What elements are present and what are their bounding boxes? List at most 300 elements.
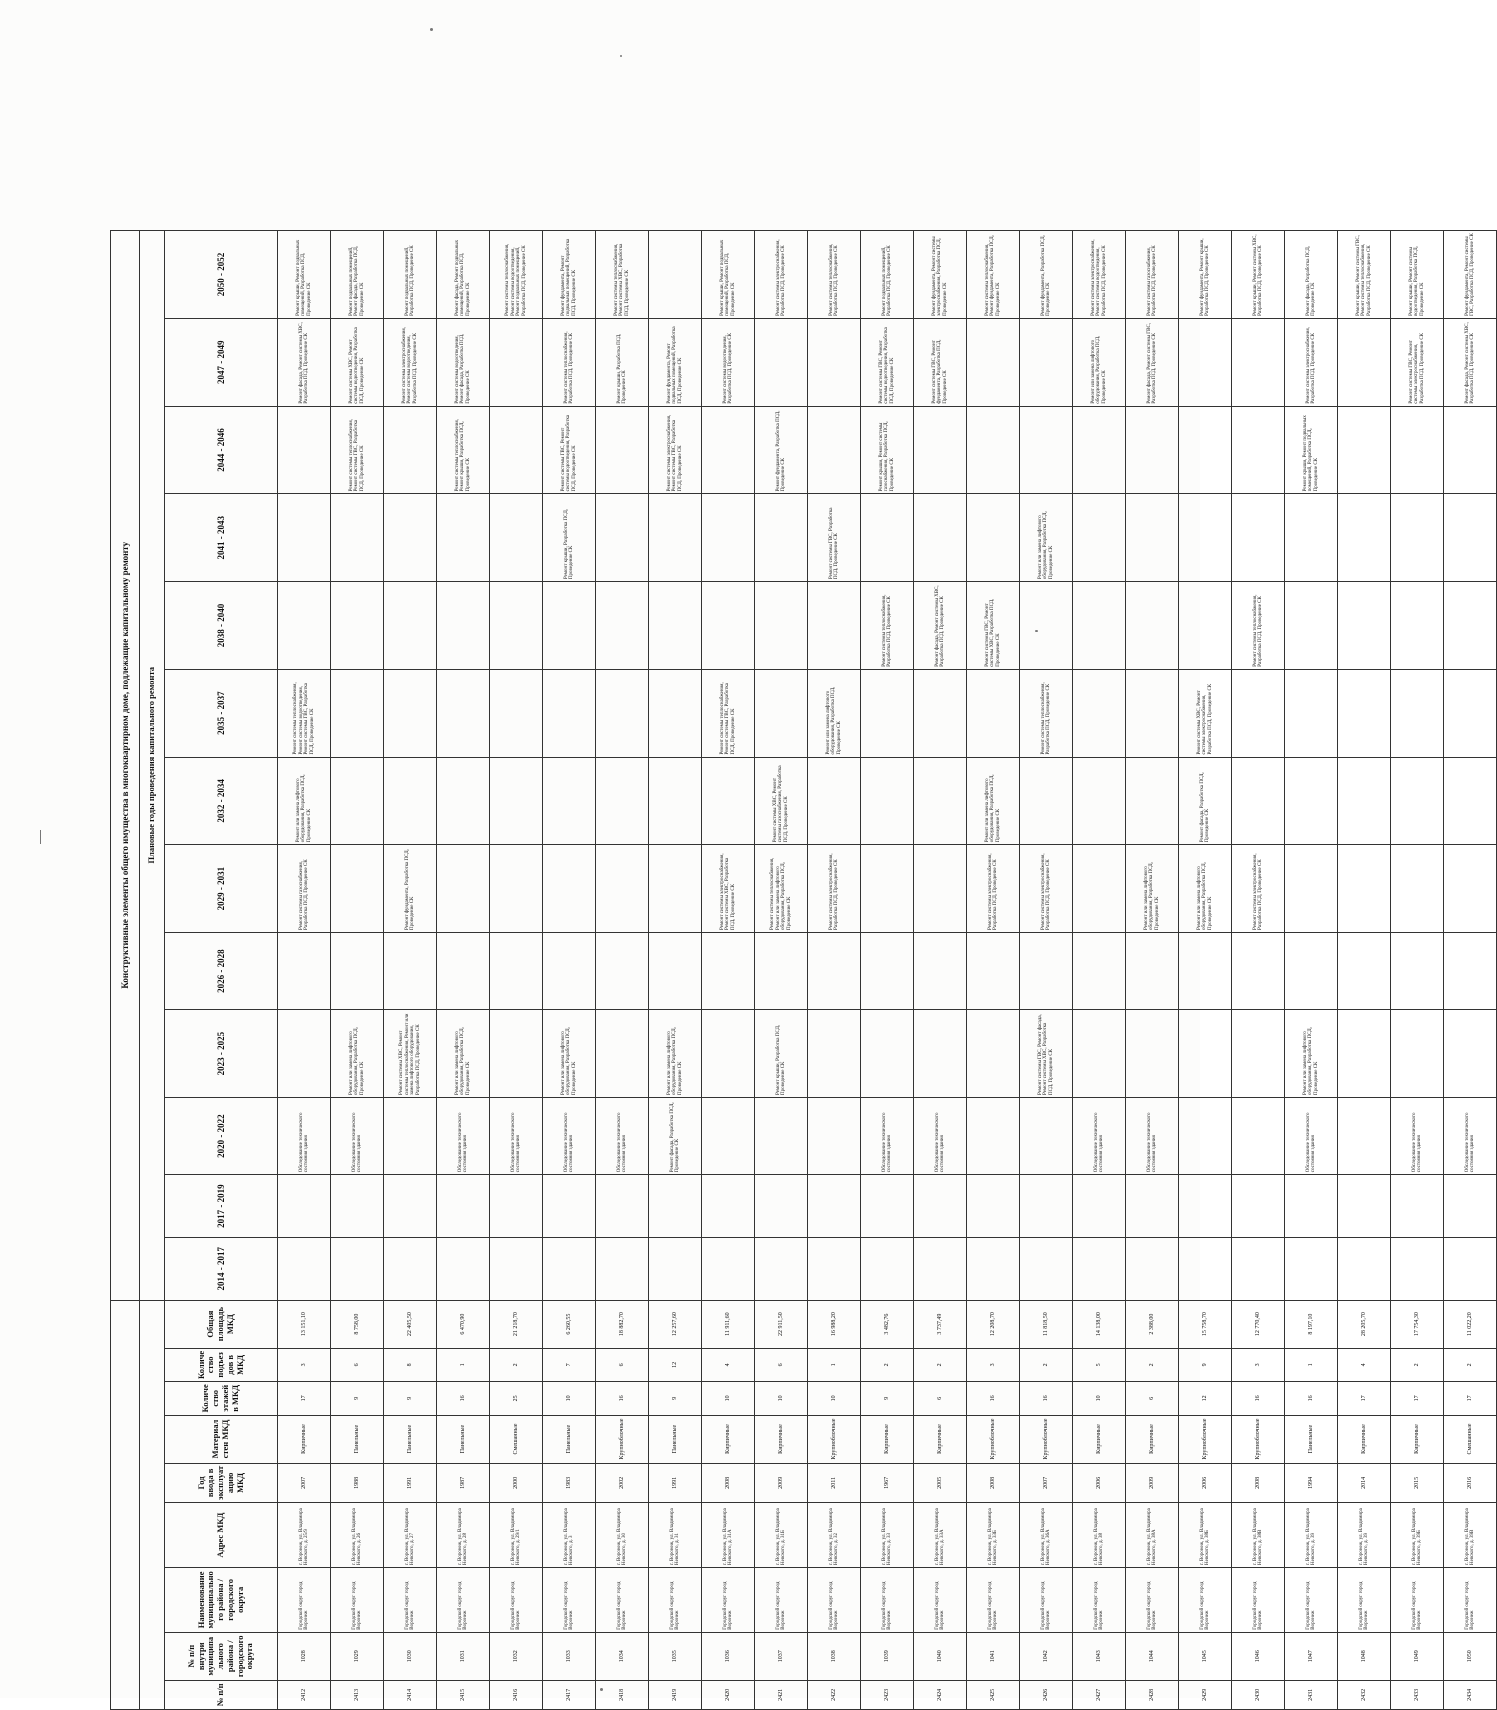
row-number-within-district-cell: 1045 <box>1179 1632 1232 1680</box>
floor-count-cell: 16 <box>1020 1382 1073 1415</box>
repair-plan-cell: Ремонт или замена лифтового оборудования, Разработка ПСД, Проведение СК <box>1285 1010 1338 1098</box>
repair-plan-cell: Ремонт или замена лифтового оборудования, Разработка ПСД, Проведение СК <box>278 757 331 845</box>
repair-plan-cell <box>1338 582 1391 670</box>
address-cell: г. Воронеж, ул. Владимира Невского, д. 38Б <box>1179 1503 1232 1568</box>
row-number-cell: 2412 <box>278 1680 331 1709</box>
wall-material-cell: Кирпичные <box>1126 1415 1179 1463</box>
entrance-count-cell: 1 <box>808 1348 861 1381</box>
repair-plan-cell <box>967 494 1020 582</box>
municipality-cell: Городской округ город Воронеж <box>1285 1567 1338 1632</box>
entrance-count-cell: 1 <box>437 1348 490 1381</box>
floor-count-cell: 10 <box>755 1382 808 1415</box>
floor-count-cell: 17 <box>278 1382 331 1415</box>
repair-plan-cell <box>861 845 914 933</box>
commission-year-cell: 2006 <box>1179 1463 1232 1503</box>
total-area-cell: 21 218,70 <box>490 1300 543 1348</box>
repair-plan-cell <box>1020 1097 1073 1174</box>
repair-plan-cell <box>1391 1010 1444 1098</box>
repair-plan-cell <box>1179 932 1232 1009</box>
municipality-cell: Городской округ город Воронеж <box>1179 1567 1232 1632</box>
repair-plan-cell <box>1126 932 1179 1009</box>
repair-plan-cell <box>1444 1175 1497 1238</box>
wall-material-cell: Кирпичные <box>1391 1415 1444 1463</box>
column-header: Количество этажей в МКД <box>165 1382 278 1415</box>
repair-plan-cell: Ремонт фундамента, Разработка ПСД, Проведение СК <box>384 845 437 933</box>
total-area-cell: 6 260,55 <box>543 1300 596 1348</box>
repair-plan-cell: Ремонт подвальных помещений, Разработка ПСД, Проведение СК <box>384 231 437 319</box>
repair-plan-cell <box>755 582 808 670</box>
column-header: № п/п <box>165 1680 278 1709</box>
row-number-cell: 2417 <box>543 1680 596 1709</box>
repair-plan-cell <box>755 669 808 757</box>
address-cell: г. Воронеж, ул. Владимира Невского, д. 26 <box>331 1503 384 1568</box>
wall-material-cell: Панельные <box>384 1415 437 1463</box>
address-cell: г. Воронеж, ул. Владимира Невского, д. 39В <box>1444 1503 1497 1568</box>
repair-plan-cell <box>1126 1237 1179 1300</box>
commission-year-cell: 2009 <box>755 1463 808 1503</box>
commission-year-cell: 2002 <box>596 1463 649 1503</box>
repair-plan-cell <box>914 494 967 582</box>
municipality-cell: Городской округ город Воронеж <box>808 1567 861 1632</box>
repair-plan-cell <box>702 406 755 494</box>
repair-plan-cell <box>1179 494 1232 582</box>
total-area-cell: 8 758,00 <box>331 1300 384 1348</box>
table-row <box>596 231 649 1710</box>
repair-plan-cell <box>437 757 490 845</box>
scan-mark <box>40 830 41 844</box>
total-area-cell: 6 470,90 <box>437 1300 490 1348</box>
row-number-cell: 2430 <box>1232 1680 1285 1709</box>
repair-plan-cell <box>384 757 437 845</box>
repair-plan-cell <box>1232 406 1285 494</box>
row-number-cell: 2424 <box>914 1680 967 1709</box>
repair-plan-cell: Ремонт системы ХВС, Ремонт системы водоотведения, Разработка ПСД, Проведение СК <box>331 318 384 406</box>
floor-count-cell: 12 <box>1179 1382 1232 1415</box>
repair-plan-cell: Ремонт системы электроснабжения, Ремонт системы ГВС, Разработка ПСД, Проведение СК <box>649 406 702 494</box>
total-area-cell: 8 197,10 <box>1285 1300 1338 1348</box>
floor-count-cell: 17 <box>1444 1382 1497 1415</box>
address-cell: г. Воронеж, ул. Владимира Невского, д. 30 <box>596 1503 649 1568</box>
table-row <box>437 231 490 1710</box>
table-body <box>278 231 1497 1710</box>
repair-plan-cell: Ремонт системы ГВС, Ремонт системы водоотведения, Разработка ПСД, Проведение СК <box>543 406 596 494</box>
repair-plan-cell <box>1073 494 1126 582</box>
commission-year-cell: 2007 <box>278 1463 331 1503</box>
repair-plan-cell <box>702 1097 755 1174</box>
row-number-within-district-cell: 1036 <box>702 1632 755 1680</box>
commission-year-cell: 2015 <box>1391 1463 1444 1503</box>
floor-count-cell: 9 <box>384 1382 437 1415</box>
row-number-within-district-cell: 1040 <box>914 1632 967 1680</box>
repair-plan-cell: Ремонт или замена лифтового оборудования, Разработка ПСД, Проведение СК <box>437 1010 490 1098</box>
repair-plan-cell <box>649 669 702 757</box>
repair-plan-cell <box>808 318 861 406</box>
address-cell: г. Воронеж, ул. Владимира Невского, д. 31Б <box>755 1503 808 1568</box>
repair-plan-cell <box>1020 582 1073 670</box>
repair-plan-cell <box>596 406 649 494</box>
column-header: Общая площадь МКД <box>165 1300 278 1348</box>
repair-plan-cell: Обследование технического состояния здания <box>1444 1097 1497 1174</box>
repair-plan-cell <box>702 757 755 845</box>
repair-plan-cell: Ремонт фасада, Ремонт системы ХВС, Разработка ПСД, Проведение СК <box>278 318 331 406</box>
row-number-within-district-cell: 1049 <box>1391 1632 1444 1680</box>
table-row <box>1126 231 1179 1710</box>
row-number-cell: 2421 <box>755 1680 808 1709</box>
repair-plan-cell <box>384 932 437 1009</box>
repair-plan-cell <box>1391 845 1444 933</box>
repair-plan-cell <box>384 1097 437 1174</box>
table-row <box>861 231 914 1710</box>
year-column-header: 2035 - 2037 <box>165 669 278 757</box>
entrance-count-cell: 2 <box>1126 1348 1179 1381</box>
total-area-cell: 14 138,00 <box>1073 1300 1126 1348</box>
repair-plan-cell <box>596 932 649 1009</box>
wall-material-cell: Кирпичные <box>861 1415 914 1463</box>
repair-plan-cell <box>331 582 384 670</box>
total-area-cell: 16 988,20 <box>808 1300 861 1348</box>
repair-plan-cell <box>1338 757 1391 845</box>
repair-plan-cell: Обследование технического состояния здания <box>596 1097 649 1174</box>
repair-plan-cell: Ремонт фасада, Разработка ПСД, Проведение СК <box>1285 231 1338 319</box>
commission-year-cell: 2008 <box>702 1463 755 1503</box>
address-cell: г. Воронеж, ул. Владимира Невского, д. 27 <box>384 1503 437 1568</box>
repair-plan-cell: Обследование технического состояния здания <box>331 1097 384 1174</box>
repair-plan-cell <box>1285 757 1338 845</box>
floor-count-cell: 17 <box>1338 1382 1391 1415</box>
repair-plan-cell <box>1391 406 1444 494</box>
repair-plan-cell: Обследование технического состояния здания <box>861 1097 914 1174</box>
repair-plan-cell <box>1126 406 1179 494</box>
floor-count-cell: 16 <box>437 1382 490 1415</box>
entrance-count-cell: 4 <box>1338 1348 1391 1381</box>
repair-plan-cell <box>1073 1237 1126 1300</box>
table-row <box>331 231 384 1710</box>
commission-year-cell: 2009 <box>1126 1463 1179 1503</box>
column-header: Наименование муниципального района / городского округа <box>165 1567 278 1632</box>
repair-plan-cell <box>331 669 384 757</box>
municipality-cell: Городской округ город Воронеж <box>490 1567 543 1632</box>
repair-plan-cell <box>490 669 543 757</box>
repair-plan-cell: Ремонт крыши, Ремонт системы ХВС, Разработка ПСД, Проведение СК <box>1232 231 1285 319</box>
commission-year-cell: 2007 <box>1020 1463 1073 1503</box>
table-row <box>914 231 967 1710</box>
floor-count-cell: 6 <box>1126 1382 1179 1415</box>
repair-plan-cell <box>596 1237 649 1300</box>
row-number-within-district-cell: 1037 <box>755 1632 808 1680</box>
row-number-within-district-cell: 1032 <box>490 1632 543 1680</box>
total-area-cell: 11 911,60 <box>702 1300 755 1348</box>
total-area-cell: 28 205,70 <box>1338 1300 1391 1348</box>
repair-plan-cell <box>914 1010 967 1098</box>
scan-speck <box>620 55 622 57</box>
municipality-cell: Городской округ город Воронеж <box>543 1567 596 1632</box>
repair-plan-cell: Ремонт системы ГВС, Ремонт системы ХВС, Разработка ПСД, Проведение СК <box>967 582 1020 670</box>
entrance-count-cell: 2 <box>861 1348 914 1381</box>
repair-plan-cell <box>331 932 384 1009</box>
commission-year-cell: 1991 <box>384 1463 437 1503</box>
repair-plan-cell <box>596 757 649 845</box>
repair-plan-cell: Ремонт подвальных помещений, Ремонт фасада, Разработка ПСД, Проведение СК <box>331 231 384 319</box>
commission-year-cell: 1991 <box>649 1463 702 1503</box>
repair-plan-cell <box>649 231 702 319</box>
repair-plan-cell: Ремонт подвальных помещений, Разработка ПСД, Проведение СК <box>861 231 914 319</box>
repair-plan-cell <box>808 406 861 494</box>
total-area-cell: 3 737,49 <box>914 1300 967 1348</box>
repair-plan-cell <box>1338 318 1391 406</box>
repair-plan-cell: Ремонт системы теплоснабжения, Ремонт фундамента, Разработка ПСД, Проведение СК <box>967 231 1020 319</box>
repair-plan-cell <box>967 1237 1020 1300</box>
address-cell: г. Воронеж, ул. Владимира Невского, д. 31 <box>649 1503 702 1568</box>
repair-plan-cell: Ремонт крыши, Ремонт системы газоснабжения, Разработка ПСД, Проведение СК <box>861 406 914 494</box>
year-column-header: 2017 - 2019 <box>165 1175 278 1238</box>
repair-plan-cell: Ремонт крыши, Ремонт системы водоотведения, Разработка ПСД, Проведение СК <box>1391 231 1444 319</box>
repair-plan-cell <box>1126 582 1179 670</box>
repair-plan-cell <box>1285 1237 1338 1300</box>
municipality-cell: Городской округ город Воронеж <box>1338 1567 1391 1632</box>
repair-plan-cell <box>437 582 490 670</box>
repair-plan-cell <box>1179 1175 1232 1238</box>
repair-plan-cell <box>437 932 490 1009</box>
repair-plan-cell <box>278 932 331 1009</box>
repair-plan-cell <box>384 1237 437 1300</box>
address-cell: г. Воронеж, ул. Владимира Невского, д. 28 <box>437 1503 490 1568</box>
entrance-count-cell: 2 <box>1020 1348 1073 1381</box>
repair-plan-cell: Ремонт или замена лифтового оборудования, Разработка ПСД, Проведение СК <box>1179 845 1232 933</box>
repair-plan-cell <box>861 494 914 582</box>
wall-material-cell: Крупноблочные <box>808 1415 861 1463</box>
repair-plan-cell <box>1338 845 1391 933</box>
commission-year-cell: 2014 <box>1338 1463 1391 1503</box>
municipality-cell: Городской округ город Воронеж <box>755 1567 808 1632</box>
repair-plan-cell <box>437 669 490 757</box>
repair-plan-cell <box>967 1010 1020 1098</box>
repair-plan-cell: Ремонт системы ГВС, Разработка ПСД, Проведение СК <box>808 494 861 582</box>
repair-plan-cell: Ремонт или замена лифтового оборудования, Разработка ПСД, Проведение СК <box>1020 494 1073 582</box>
repair-plan-cell <box>755 1237 808 1300</box>
repair-plan-cell <box>1338 932 1391 1009</box>
row-number-within-district-cell: 1031 <box>437 1632 490 1680</box>
table-row <box>808 231 861 1710</box>
repair-plan-cell <box>755 494 808 582</box>
commission-year-cell: 1967 <box>861 1463 914 1503</box>
repair-plan-cell <box>861 1175 914 1238</box>
repair-plan-cell <box>1338 406 1391 494</box>
repair-plan-cell <box>967 1097 1020 1174</box>
repair-plan-cell <box>914 669 967 757</box>
floor-count-cell: 10 <box>808 1382 861 1415</box>
entrance-count-cell: 3 <box>278 1348 331 1381</box>
repair-plan-cell: Ремонт крыши, Разработка ПСД, Проведение СК <box>596 318 649 406</box>
row-number-within-district-cell: 1034 <box>596 1632 649 1680</box>
row-number-within-district-cell: 1050 <box>1444 1632 1497 1680</box>
row-number-within-district-cell: 1029 <box>331 1632 384 1680</box>
repair-plan-cell <box>1391 582 1444 670</box>
table-row <box>702 231 755 1710</box>
repair-plan-cell <box>278 582 331 670</box>
repair-plan-cell <box>914 1237 967 1300</box>
municipality-cell: Городской округ город Воронеж <box>1391 1567 1444 1632</box>
wall-material-cell: Панельные <box>649 1415 702 1463</box>
repair-plan-cell: Ремонт или замена лифтового оборудования, Разработка ПСД, Проведение СК <box>649 1010 702 1098</box>
total-area-cell: 22 405,50 <box>384 1300 437 1348</box>
floor-count-cell: 17 <box>1391 1382 1444 1415</box>
repair-plan-cell: Ремонт системы теплоснабжения, Разработка ПСД, Проведение СК <box>1232 582 1285 670</box>
repair-plan-cell: Обследование технического состояния здания <box>1285 1097 1338 1174</box>
wall-material-cell: Крупноблочные <box>1232 1415 1285 1463</box>
repair-plan-cell <box>1285 494 1338 582</box>
repair-plan-cell <box>1073 1175 1126 1238</box>
repair-plan-cell <box>1391 1175 1444 1238</box>
address-cell: г. Воронеж, ул. Владимира Невского, д. 29/1 <box>490 1503 543 1568</box>
year-column-header: 2044 - 2046 <box>165 406 278 494</box>
row-number-within-district-cell: 1046 <box>1232 1632 1285 1680</box>
repair-plan-cell <box>278 406 331 494</box>
repair-plan-cell: Ремонт или замена лифтового оборудования, Разработка ПСД, Проведение СК <box>808 669 861 757</box>
municipality-cell: Городской округ город Воронеж <box>967 1567 1020 1632</box>
repair-plan-cell: Ремонт фасада, Ремонт системы ГВС, Разработка ПСД, Проведение СК <box>1126 318 1179 406</box>
repair-plan-cell <box>331 1237 384 1300</box>
repair-plan-cell <box>1232 932 1285 1009</box>
column-header: Год ввода в эксплуатацию МКД <box>165 1463 278 1503</box>
row-number-cell: 2414 <box>384 1680 437 1709</box>
column-header-row <box>165 231 278 1710</box>
repair-plan-cell <box>437 845 490 933</box>
repair-plan-cell <box>331 757 384 845</box>
column-header: № п/п внутри муниципального района / городского округа <box>165 1632 278 1680</box>
repair-plan-cell <box>861 932 914 1009</box>
year-column-header: 2014 - 2017 <box>165 1237 278 1300</box>
repair-plan-cell <box>1126 669 1179 757</box>
repair-plan-cell <box>543 932 596 1009</box>
repair-plan-cell: Ремонт системы газоснабжения, Разработка ПСД, Проведение СК <box>278 845 331 933</box>
repair-plan-cell: Ремонт системы электроснабжения, Разработка ПСД, Проведение СК <box>967 845 1020 933</box>
repair-plan-cell <box>1126 494 1179 582</box>
repair-plan-cell <box>490 1010 543 1098</box>
repair-plan-cell: Ремонт системы ГВС, Ремонт системы электроснабжения, Разработка ПСД, Проведение СК <box>1391 318 1444 406</box>
repair-plan-cell <box>331 1175 384 1238</box>
entrance-count-cell: 2 <box>1391 1348 1444 1381</box>
municipality-cell: Городской округ город Воронеж <box>1126 1567 1179 1632</box>
repair-plan-cell: Ремонт системы водоотведения, Ремонт фасада, Разработка ПСД, Проведение СК <box>437 318 490 406</box>
repair-plan-cell <box>702 932 755 1009</box>
municipality-cell: Городской округ город Воронеж <box>861 1567 914 1632</box>
repair-plan-cell <box>1020 406 1073 494</box>
repair-plan-cell: Ремонт крыши, Ремонт подвальных помещений, Разработка ПСД, Проведение СК <box>278 231 331 319</box>
repair-plan-cell <box>1020 318 1073 406</box>
row-number-within-district-cell: 1035 <box>649 1632 702 1680</box>
row-number-cell: 2419 <box>649 1680 702 1709</box>
commission-year-cell: 1994 <box>1285 1463 1338 1503</box>
address-cell: г. Воронеж, ул. Владимира Невского, д. 33Б <box>967 1503 1020 1568</box>
repair-plan-cell <box>1232 1237 1285 1300</box>
repair-plan-cell: Ремонт крыши, Ремонт подвальных помещений, Разработка ПСД, Проведение СК <box>1285 406 1338 494</box>
repair-plan-cell <box>278 494 331 582</box>
repair-plan-cell <box>1285 669 1338 757</box>
repair-plan-cell: Ремонт системы теплоснабжения, Ремонт системы ГВС, Разработка ПСД, Проведение СК <box>702 669 755 757</box>
repair-plan-cell: Ремонт системы ХВС, Ремонт системы электроснабжения, Разработка ПСД, Проведение СК <box>1179 669 1232 757</box>
repair-plan-cell: Обследование технического состояния здания <box>1391 1097 1444 1174</box>
address-cell: г. Воронеж, ул. Владимира Невского, д. 39Б <box>1391 1503 1444 1568</box>
repair-plan-cell <box>1073 932 1126 1009</box>
wall-material-cell: Панельные <box>543 1415 596 1463</box>
repair-plan-cell: Ремонт системы электроснабжения, Ремонт системы ХВС, Разработка ПСД, Проведение СК <box>702 845 755 933</box>
commission-year-cell: 2008 <box>967 1463 1020 1503</box>
repair-plan-cell: Ремонт системы теплоснабжения, Ремонт или замена лифтового оборудования, Разработка ПСД, Проведение СК <box>755 845 808 933</box>
wall-material-cell: Смешанные <box>490 1415 543 1463</box>
commission-year-cell: 2016 <box>1444 1463 1497 1503</box>
total-area-cell: 11 022,20 <box>1444 1300 1497 1348</box>
repair-plan-cell: Ремонт системы электроснабжения, Разработка ПСД, Проведение СК <box>1020 845 1073 933</box>
repair-plan-cell <box>1338 669 1391 757</box>
entrance-count-cell: 1 <box>1285 1348 1338 1381</box>
entrance-count-cell: 12 <box>649 1348 702 1381</box>
repair-plan-cell <box>596 669 649 757</box>
row-number-cell: 2425 <box>967 1680 1020 1709</box>
wall-material-cell: Кирпичные <box>278 1415 331 1463</box>
row-number-within-district-cell: 1033 <box>543 1632 596 1680</box>
repair-plan-cell <box>702 1010 755 1098</box>
repair-plan-cell <box>278 1010 331 1098</box>
repair-plan-cell <box>755 318 808 406</box>
wall-material-cell: Кирпичные <box>755 1415 808 1463</box>
repair-plan-cell <box>1338 1097 1391 1174</box>
repair-plan-cell <box>755 1097 808 1174</box>
repair-plan-cell <box>490 845 543 933</box>
municipality-cell: Городской округ город Воронеж <box>1073 1567 1126 1632</box>
wall-material-cell: Панельные <box>331 1415 384 1463</box>
column-header: Материал стен МКД <box>165 1415 278 1463</box>
repair-plan-cell: Обследование технического состояния здания <box>437 1097 490 1174</box>
table-row <box>1073 231 1126 1710</box>
row-number-cell: 2422 <box>808 1680 861 1709</box>
commission-year-cell: 2000 <box>490 1463 543 1503</box>
repair-plan-cell <box>437 1237 490 1300</box>
repair-plan-cell <box>1232 1097 1285 1174</box>
repair-plan-cell <box>808 1237 861 1300</box>
repair-plan-cell <box>596 1175 649 1238</box>
commission-year-cell: 2006 <box>1073 1463 1126 1503</box>
commission-year-cell: 2008 <box>1232 1463 1285 1503</box>
total-area-cell: 12 257,60 <box>649 1300 702 1348</box>
entrance-count-cell: 9 <box>1179 1348 1232 1381</box>
repair-plan-cell <box>490 757 543 845</box>
repair-plan-cell: Ремонт системы теплоснабжения, Ремонт системы водоотведения, Ремонт подвальных помещений, Разработка ПСД, Проведение СК <box>490 231 543 319</box>
table-sub-header: Плановые годы проведения капитального ремонта <box>140 231 165 1301</box>
repair-plan-cell <box>808 1097 861 1174</box>
repair-plan-cell: Ремонт или замена лифтового оборудования, Разработка ПСД, Проведение СК <box>967 757 1020 845</box>
repair-plan-cell <box>543 757 596 845</box>
total-area-cell: 2 388,00 <box>1126 1300 1179 1348</box>
entrance-count-cell: 6 <box>755 1348 808 1381</box>
repair-plan-cell <box>1179 1097 1232 1174</box>
repair-plan-cell: Ремонт системы теплоснабжения, Ремонт крыши, Разработка ПСД, Проведение СК <box>437 406 490 494</box>
repair-plan-cell <box>543 845 596 933</box>
repair-plan-cell <box>1179 318 1232 406</box>
repair-plan-cell <box>808 932 861 1009</box>
repair-plan-cell <box>1338 1175 1391 1238</box>
repair-plan-cell <box>649 932 702 1009</box>
repair-plan-cell <box>490 318 543 406</box>
year-column-header: 2026 - 2028 <box>165 932 278 1009</box>
repair-plan-cell <box>1338 1237 1391 1300</box>
year-column-header: 2047 - 2049 <box>165 318 278 406</box>
row-number-cell: 2429 <box>1179 1680 1232 1709</box>
repair-plan-cell <box>490 932 543 1009</box>
repair-plan-cell: Ремонт системы ГВС, Ремонт системы водоотведения, Разработка ПСД, Проведение СК <box>861 318 914 406</box>
floor-count-cell: 10 <box>702 1382 755 1415</box>
entrance-count-cell: 6 <box>596 1348 649 1381</box>
year-column-header: 2041 - 2043 <box>165 494 278 582</box>
